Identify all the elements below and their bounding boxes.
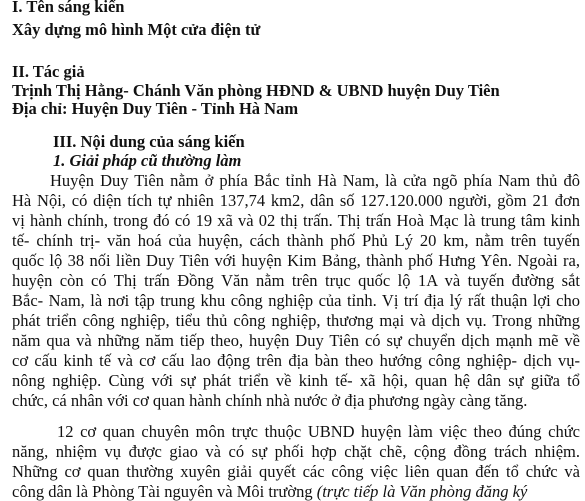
paragraph-1-line: Hà Nội, có diện tích tự nhiên 137,74 km2, dân số 127.120.000 người, gồm 21 đơn bbox=[12, 191, 580, 210]
paragraph-1-line: năm qua và những năm tiếp theo, huyện Duy Tiên có sự chuyển dịch mạnh mẽ về bbox=[12, 331, 580, 350]
paragraph-1-line: phát triển công nghiệp, tiểu thủ công nghiệp, thương mại và dịch vụ. Trong những bbox=[12, 311, 580, 330]
address-line: Địa chỉ: Huyện Duy Tiên - Tỉnh Hà Nam bbox=[12, 99, 299, 118]
paragraph-1-line: Bắc- Nam, là nơi tập trung khu công nghiệp của tỉnh. Vị trí địa lý rất thuận lợi cho bbox=[12, 291, 580, 310]
paragraph-1-line: quốc lộ 38 nối liền Duy Tiên với huyện Kim Bảng, thành phố Hưng Yên. Ngoài ra, bbox=[12, 251, 580, 270]
paragraph-2-line: Những cơ quan thường xuyên giải quyết các công việc liên quan đến tổ chức và bbox=[12, 462, 580, 481]
paragraph-2-text: công dân là Phòng Tài nguyên và Môi trường bbox=[12, 482, 317, 501]
paragraph-1-line: nông nghiệp. Cùng với sự phát triển về kinh tế- xã hội, quan hệ dân sự giữa tổ bbox=[12, 371, 580, 390]
section-2-heading: II. Tác giả bbox=[12, 62, 85, 81]
paragraph-2-last-line bbox=[12, 482, 527, 501]
paragraph-1-line: tế- chính trị- văn hoá của huyện, cách thành phố Phủ Lý 20 km, nằm trên tuyến bbox=[12, 231, 580, 250]
initiative-title: Xây dựng mô hình Một cửa điện tử bbox=[12, 20, 261, 39]
author-line: Trịnh Thị Hằng- Chánh Văn phòng HĐND & UBND huyện Duy Tiên bbox=[12, 81, 500, 100]
paragraph-1-line: cơ cấu kinh tế và cơ cấu lao động trên địa bàn theo hướng công nghiệp- dịch vụ- bbox=[12, 351, 580, 370]
paragraph-2-italic-text: (trực tiếp là Văn phòng đăng ký bbox=[316, 482, 528, 501]
paragraph-1-line: vị hành chính, trong đó có 19 xã và 02 thị trấn. Thị trấn Hoà Mạc là trung tâm kinh bbox=[12, 211, 580, 230]
paragraph-1-line: chức, cá nhân với cơ quan hành chính nhà nước ở địa phương ngày càng tăng. bbox=[12, 391, 528, 410]
paragraph-2-line: 12 cơ quan chuyên môn trực thuộc UBND huyện làm việc theo đúng chức bbox=[57, 422, 580, 441]
subsection-heading: 1. Giải pháp cũ thường làm bbox=[53, 151, 242, 170]
section-3-heading: III. Nội dung của sáng kiến bbox=[53, 132, 245, 151]
paragraph-2-line: năng, nhiệm vụ được giao và có sự phối hợp chặt chẽ, cộng đồng trách nhiệm. bbox=[12, 442, 580, 461]
paragraph-1-line: Huyện Duy Tiên nằm ở phía Bắc tỉnh Hà Nam, là cửa ngõ phía Nam thủ đô bbox=[50, 171, 580, 190]
paragraph-1-line: huyện còn có Thị trấn Đồng Văn nằm trên trục quốc lộ 1A và tuyến đường sắt bbox=[12, 271, 580, 290]
section-1-heading: I. Tên sáng kiến bbox=[12, 0, 125, 16]
